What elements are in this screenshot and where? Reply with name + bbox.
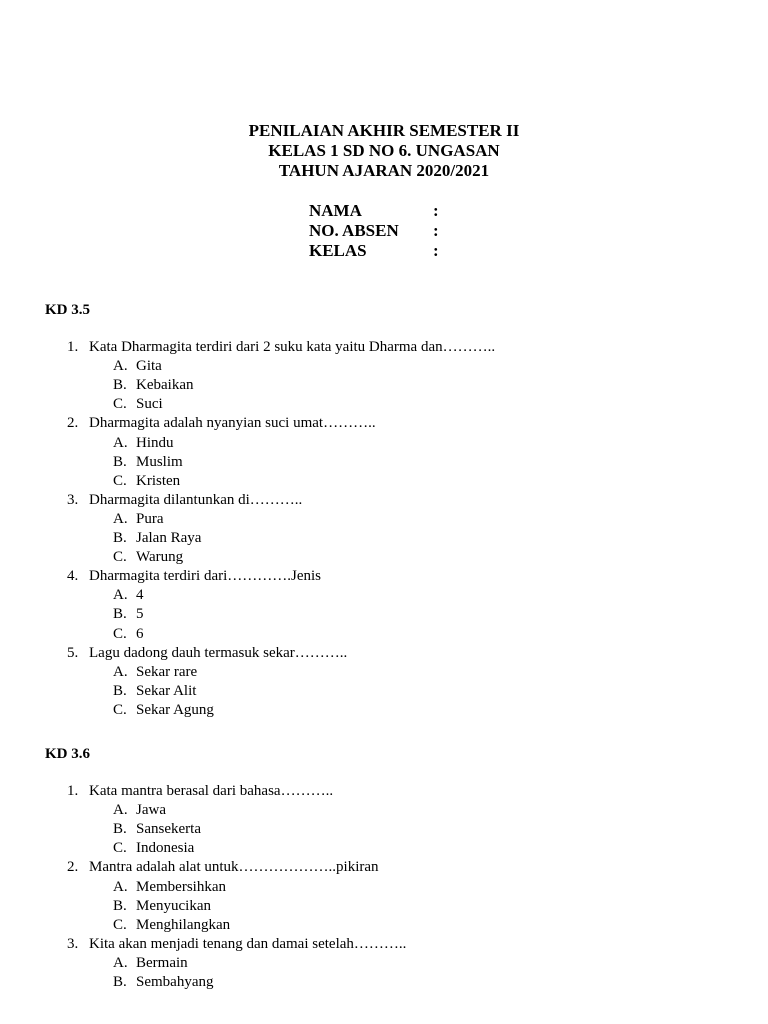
option-letter: A. <box>113 587 128 603</box>
answer-option <box>113 701 214 719</box>
option-letter: A. <box>113 664 128 680</box>
answer-option <box>113 954 188 972</box>
answer-option <box>113 529 201 547</box>
option-text: Membersihkan <box>136 879 226 895</box>
class-label: KELAS <box>309 241 367 260</box>
option-letter: B. <box>113 606 127 622</box>
option-letter: B. <box>113 454 127 470</box>
question-number: 3. <box>67 492 79 508</box>
answer-option <box>113 973 213 991</box>
question-number: 3. <box>67 936 79 952</box>
section-heading: KD 3.6 <box>45 746 90 762</box>
option-text: Jalan Raya <box>136 530 202 546</box>
class-field <box>309 241 439 261</box>
absen-number-label: NO. ABSEN <box>309 221 399 240</box>
option-letter: A. <box>113 879 128 895</box>
option-letter: B. <box>113 683 127 699</box>
question-number: 1. <box>67 783 79 799</box>
name-colon: : <box>433 201 439 220</box>
option-text: 6 <box>136 626 144 642</box>
answer-option <box>113 586 144 604</box>
absen-number-field <box>309 221 439 241</box>
option-text: Indonesia <box>136 840 195 856</box>
question-item <box>67 414 376 432</box>
option-letter: C. <box>113 702 127 718</box>
answer-option <box>113 878 226 896</box>
question-item <box>67 782 333 800</box>
option-text: 4 <box>136 587 144 603</box>
answer-option <box>113 395 163 413</box>
answer-option <box>113 453 183 471</box>
exam-title: PENILAIAN AKHIR SEMESTER II <box>248 121 520 140</box>
question-item <box>67 644 347 662</box>
option-text: Hindu <box>136 435 174 451</box>
option-letter: C. <box>113 549 127 565</box>
question-text: Kata Dharmagita terdiri dari 2 suku kata yaitu Dharma dan……….. <box>89 339 496 355</box>
class-title: KELAS 1 SD NO 6. UNGASAN <box>268 141 500 160</box>
class-colon: : <box>433 241 439 260</box>
answer-option <box>113 548 183 566</box>
option-letter: C. <box>113 917 127 933</box>
answer-option <box>113 376 193 394</box>
option-text: Kristen <box>136 473 181 489</box>
option-text: Gita <box>136 358 162 374</box>
question-text: Lagu dadong dauh termasuk sekar……….. <box>89 645 348 661</box>
question-item <box>67 567 321 585</box>
option-text: Suci <box>136 396 163 412</box>
answer-option <box>113 663 197 681</box>
option-letter: C. <box>113 840 127 856</box>
answer-option <box>113 801 166 819</box>
question-item <box>67 491 302 509</box>
option-text: Menghilangkan <box>136 917 231 933</box>
question-number: 2. <box>67 859 79 875</box>
answer-option <box>113 897 211 915</box>
question-item <box>67 858 379 876</box>
option-letter: A. <box>113 955 128 971</box>
answer-option <box>113 510 164 528</box>
option-text: Menyucikan <box>136 898 211 914</box>
question-number: 2. <box>67 415 79 431</box>
option-text: Muslim <box>136 454 183 470</box>
question-item <box>67 338 495 356</box>
section-heading: KD 3.5 <box>45 302 90 318</box>
option-text: Sansekerta <box>136 821 201 837</box>
option-letter: C. <box>113 626 127 642</box>
question-item <box>67 935 406 953</box>
answer-option <box>113 682 196 700</box>
absen-number-colon: : <box>433 221 439 240</box>
option-letter: B. <box>113 530 127 546</box>
option-letter: A. <box>113 511 128 527</box>
option-text: 5 <box>136 606 144 622</box>
question-text: Kita akan menjadi tenang dan damai setelah……….. <box>89 936 407 952</box>
option-letter: A. <box>113 435 128 451</box>
option-text: Kebaikan <box>136 377 194 393</box>
answer-option <box>113 472 180 490</box>
option-text: Sekar Agung <box>136 702 214 718</box>
answer-option <box>113 434 174 452</box>
name-label: NAMA <box>309 201 362 220</box>
option-letter: B. <box>113 821 127 837</box>
name-field <box>309 201 439 221</box>
answer-option <box>113 625 144 643</box>
option-letter: B. <box>113 898 127 914</box>
option-text: Jawa <box>136 802 166 818</box>
school-year-title: TAHUN AJARAN 2020/2021 <box>278 161 490 180</box>
question-text: Mantra adalah alat untuk………………..pikiran <box>89 859 379 875</box>
question-number: 4. <box>67 568 79 584</box>
answer-option <box>113 357 162 375</box>
question-text: Dharmagita dilantunkan di……….. <box>89 492 303 508</box>
answer-option <box>113 605 144 623</box>
question-text: Dharmagita terdiri dari………….Jenis <box>89 568 322 584</box>
question-text: Kata mantra berasal dari bahasa……….. <box>89 783 334 799</box>
option-letter: C. <box>113 396 127 412</box>
option-letter: C. <box>113 473 127 489</box>
answer-option <box>113 839 194 857</box>
option-text: Pura <box>136 511 164 527</box>
option-letter: A. <box>113 358 128 374</box>
option-text: Sembahyang <box>136 974 214 990</box>
option-letter: A. <box>113 802 128 818</box>
option-text: Warung <box>136 549 184 565</box>
option-text: Sekar Alit <box>136 683 197 699</box>
question-number: 1. <box>67 339 79 355</box>
option-letter: B. <box>113 377 127 393</box>
answer-option <box>113 916 230 934</box>
question-number: 5. <box>67 645 79 661</box>
option-text: Bermain <box>136 955 188 971</box>
answer-option <box>113 820 201 838</box>
option-letter: B. <box>113 974 127 990</box>
question-text: Dharmagita adalah nyanyian suci umat……….. <box>89 415 376 431</box>
option-text: Sekar rare <box>136 664 198 680</box>
